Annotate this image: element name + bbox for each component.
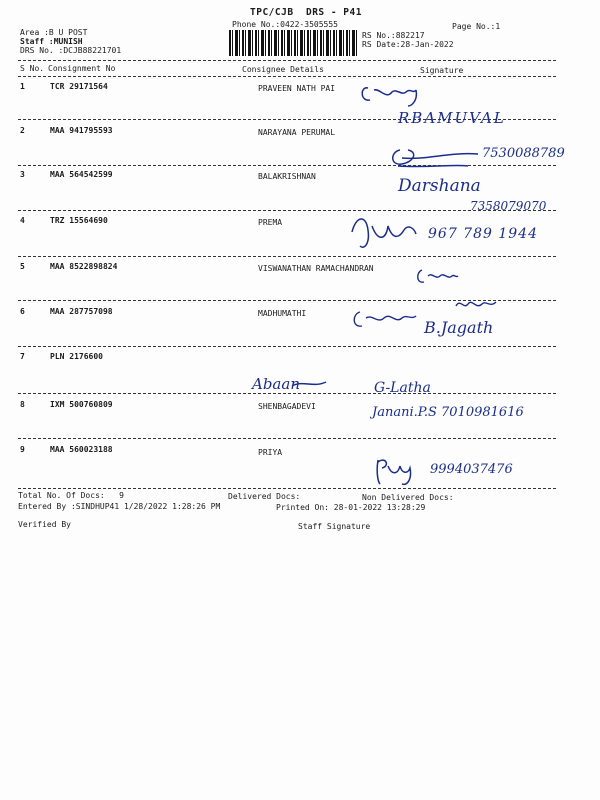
handwriting-text: B.Jagath	[424, 318, 494, 337]
staff-signature-label: Staff Signature	[298, 522, 371, 531]
signature-scribble	[348, 212, 420, 254]
signature-scribble	[414, 264, 460, 288]
drs-number: DRS No. :DCJB88221701	[20, 46, 122, 55]
row-sno: 4	[20, 216, 25, 225]
column-header-consignee: Consignee Details	[242, 65, 324, 74]
column-header-sno: S No.	[20, 64, 45, 73]
signature-scribble	[290, 376, 330, 390]
staff-label: Staff :MUNISH	[20, 37, 83, 46]
handwriting-text: 7358079070	[470, 199, 547, 213]
phone-number: Phone No.:0422-3505555	[232, 20, 338, 29]
handwriting-text: Janani.P.S 7010981616	[372, 405, 524, 420]
row-consignee: SHENBAGADEVI	[258, 402, 316, 411]
handwriting-text: 7530088789	[482, 146, 565, 161]
row-consignee: PRIYA	[258, 448, 283, 457]
row-consignee: NARAYANA PERUMAL	[258, 128, 336, 137]
row-consignment: TRZ 15564690	[50, 216, 108, 225]
row-sno: 1	[20, 82, 25, 91]
verified-by: Verified By	[18, 520, 71, 529]
row-consignment: MAA 8522898824	[50, 262, 118, 271]
row-consignment: PLN 2176600	[50, 352, 103, 361]
signature-scribble	[388, 142, 484, 172]
row-sno: 9	[20, 445, 25, 454]
row-consignment: IXM 500760809	[50, 400, 113, 409]
signature-scribble	[452, 294, 502, 314]
row-consignee: PRAVEEN NATH PAI	[258, 84, 336, 93]
row-sno: 2	[20, 126, 25, 135]
row-consignee: VISWANATHAN RAMACHANDRAN	[258, 264, 374, 273]
handwriting-text: G-Latha	[374, 380, 431, 396]
printed-on: Printed On: 28-01-2022 13:28:29	[276, 503, 426, 512]
signature-scribble	[372, 452, 422, 488]
row-consignee: MADHUMATHI	[258, 309, 307, 318]
total-docs: Total No. Of Docs: 9	[18, 491, 124, 500]
non-delivered-docs: Non Delivered Docs:	[362, 493, 454, 502]
handwriting-text: Darshana	[398, 176, 481, 196]
divider	[18, 488, 556, 489]
column-header-signature: Signature	[420, 66, 464, 75]
rs-number: RS No.:882217	[362, 31, 425, 40]
divider	[18, 438, 556, 439]
divider	[18, 76, 556, 77]
barcode	[229, 30, 357, 56]
row-consignment: TCR 29171564	[50, 82, 108, 91]
handwriting-text: 9994037476	[430, 462, 513, 477]
handwriting-text: RBAMUVAL	[398, 109, 506, 127]
rs-date: RS Date:28-Jan-2022	[362, 40, 454, 49]
row-consignee: BALAKRISHNAN	[258, 172, 316, 181]
entered-by: Entered By :SINDHUP41 1/28/2022 1:28:26 PM	[18, 502, 221, 511]
handwriting-text: Abaan	[252, 375, 300, 393]
signature-scribble	[350, 306, 420, 332]
divider	[18, 346, 556, 347]
row-consignee: PREMA	[258, 218, 283, 227]
row-consignment: MAA 560023188	[50, 445, 113, 454]
row-sno: 6	[20, 307, 25, 316]
signature-scribble	[358, 80, 420, 110]
divider	[18, 393, 556, 394]
handwriting-text: 967 789 1944	[428, 226, 538, 242]
row-consignment: MAA 941795593	[50, 126, 113, 135]
row-sno: 3	[20, 170, 25, 179]
row-consignment: MAA 564542599	[50, 170, 113, 179]
column-header-consignment: Consignment No	[48, 64, 116, 73]
divider	[18, 256, 556, 257]
divider	[18, 60, 556, 61]
area-label: Area :B U POST	[20, 28, 88, 37]
document-title: TPC/CJB DRS - P41	[250, 7, 362, 18]
delivered-docs: Delivered Docs:	[228, 492, 301, 501]
row-sno: 5	[20, 262, 25, 271]
row-consignment: MAA 287757098	[50, 307, 113, 316]
page-number: Page No.:1	[452, 22, 501, 31]
row-sno: 7	[20, 352, 25, 361]
row-sno: 8	[20, 400, 25, 409]
